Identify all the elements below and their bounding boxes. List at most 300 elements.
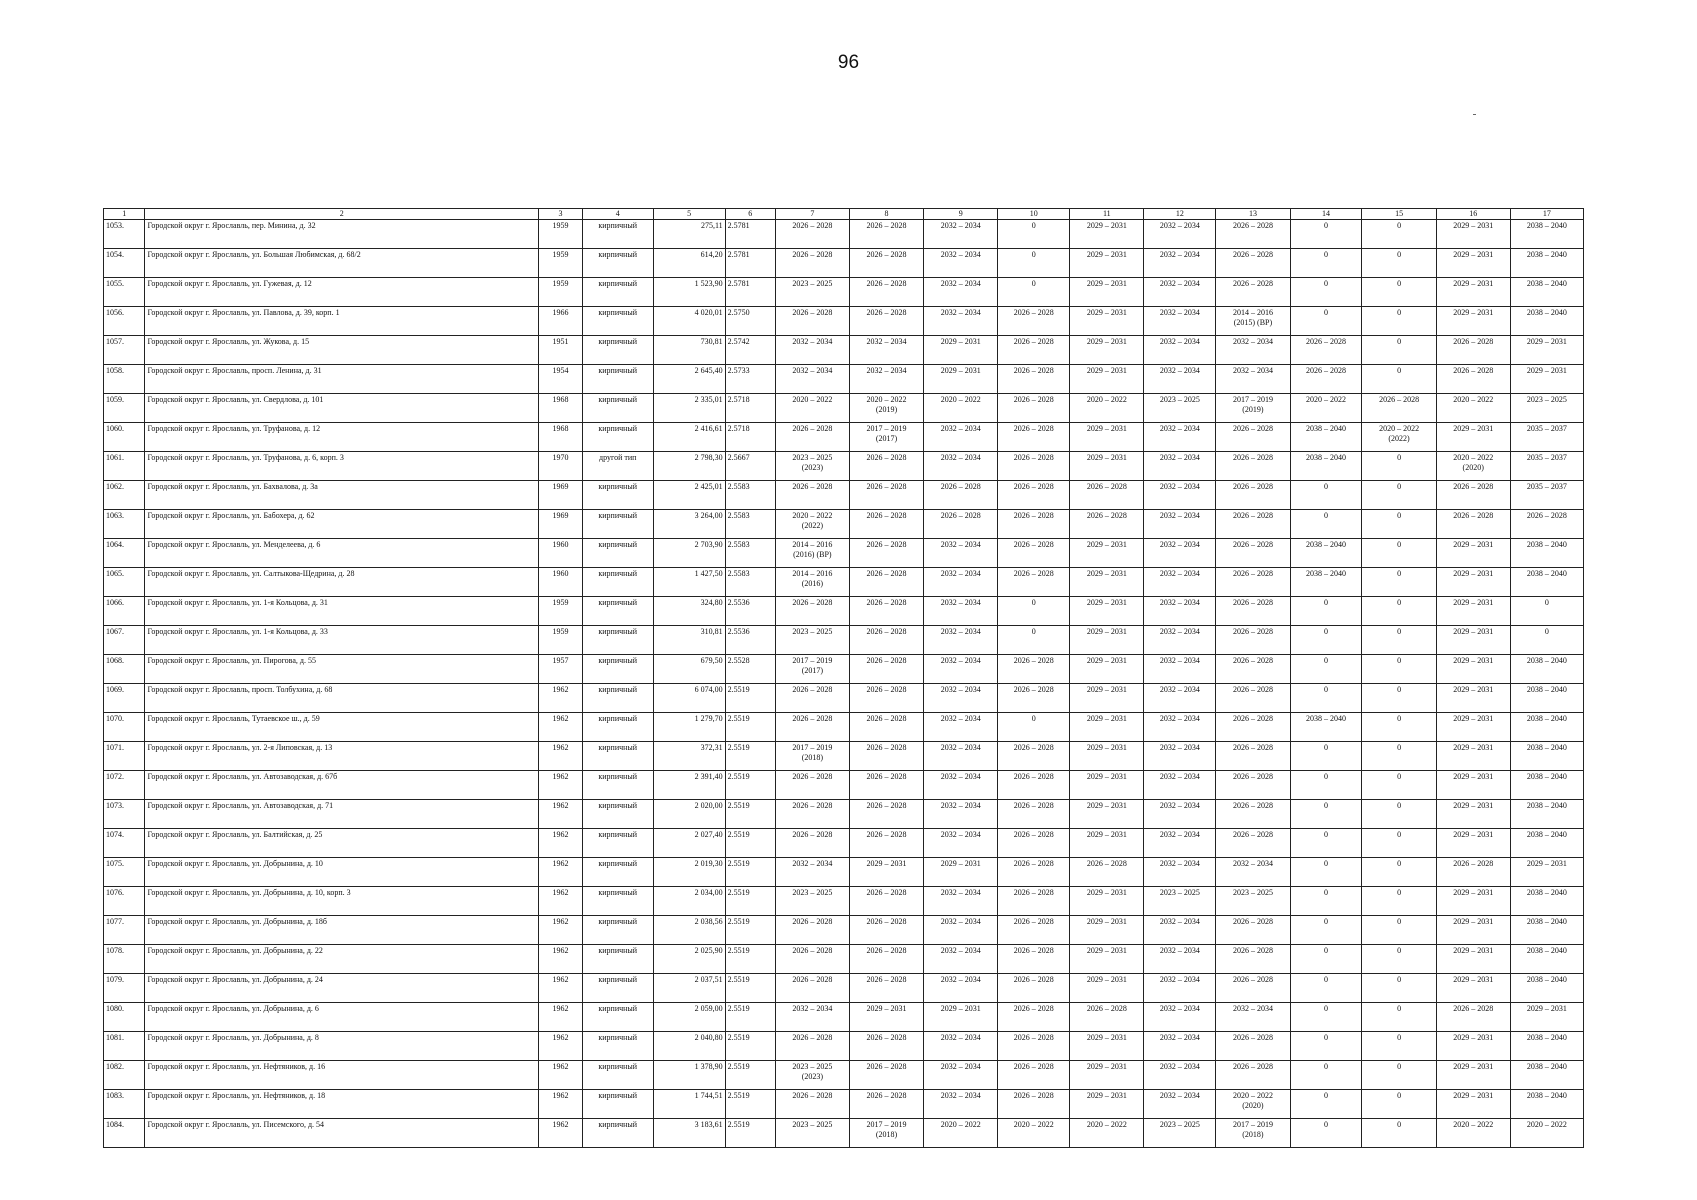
cell-value: Городской округ г. Ярославль, ул. Жукова, д. 15 [147, 337, 310, 346]
table-cell-col-16 [1436, 510, 1510, 539]
cell-value: 2026 – 2028 [866, 598, 907, 607]
cell-value: 2038 – 2040 [1526, 917, 1567, 926]
cell-value: 0 [1324, 743, 1328, 752]
table-cell-col-16 [1436, 278, 1510, 307]
cell-value: 2032 – 2034 [940, 656, 981, 665]
table-cell-col-16 [1436, 1119, 1510, 1148]
table-cell-col-3 [539, 829, 583, 858]
cell-value: 2026 – 2028 [866, 772, 907, 781]
cell-value: кирпичный [598, 540, 638, 549]
column-number-cell: 12 [1144, 209, 1216, 220]
cell-value: 2029 – 2031 [1086, 221, 1127, 230]
cell-value: 2.5519 [727, 714, 750, 723]
table-cell-col-13 [1216, 568, 1290, 597]
cell-value: 1083. [106, 1091, 124, 1100]
table-cell-col-2 [145, 829, 539, 858]
cell-value: 2032 – 2034 [940, 772, 981, 781]
table-cell-col-12 [1144, 1119, 1216, 1148]
cell-value: 2026 – 2028 [1013, 453, 1054, 462]
cell-value: 2038 – 2040 [1306, 424, 1346, 433]
table-cell-col-15 [1362, 539, 1436, 568]
table-row [104, 945, 1584, 974]
cell-value: 0 [1397, 656, 1402, 665]
cell-value: 0 [1397, 279, 1402, 288]
cell-value: 1962 [552, 1004, 569, 1013]
cell-value: 2026 – 2028 [940, 511, 981, 520]
cell-value: 2038 – 2040 [1526, 714, 1567, 723]
cell-value: 2.5583 [727, 540, 750, 549]
table-cell-col-15 [1362, 394, 1436, 423]
table-cell-col-8 [849, 742, 923, 771]
cell-value: 2 034,00 [694, 888, 723, 897]
table-cell-col-5 [653, 626, 725, 655]
cell-value: Городской округ г. Ярославль, Тутаевское ш., д. 59 [147, 714, 320, 723]
table-cell-col-7 [775, 481, 849, 510]
cell-value: 2020 – 2022 [1232, 1091, 1273, 1100]
cell-value: 2026 – 2028 [866, 975, 907, 984]
table-cell-col-10 [998, 1003, 1070, 1032]
cell-value: 2029 – 2031 [940, 366, 981, 375]
table-cell-col-7 [775, 568, 849, 597]
table-row [104, 220, 1584, 249]
cell-value: 1962 [552, 1091, 569, 1100]
cell-value: 2029 – 2031 [1453, 540, 1494, 549]
table-cell-col-1 [104, 510, 145, 539]
cell-value: 2026 – 2028 [1013, 743, 1054, 752]
table-cell-col-6 [725, 713, 775, 742]
table-cell-col-12 [1144, 829, 1216, 858]
table-cell-col-14 [1290, 945, 1362, 974]
cell-value: Городской округ г. Ярославль, ул. Бабохера, д. 62 [147, 511, 315, 520]
cell-value: 1968 [552, 424, 569, 433]
cell-value: 2020 – 2022 [866, 395, 907, 404]
cell-value: 1084. [106, 1120, 124, 1129]
cell-value: 1067. [106, 627, 124, 636]
cell-value: 0 [1324, 279, 1328, 288]
table-cell-col-6 [725, 1119, 775, 1148]
table-cell-col-10 [998, 307, 1070, 336]
table-cell-col-11 [1070, 742, 1144, 771]
cell-value: 2032 – 2034 [1159, 221, 1200, 230]
table-cell-col-5 [653, 800, 725, 829]
cell-value: 2032 – 2034 [940, 888, 981, 897]
table-cell-col-9 [924, 568, 998, 597]
table-cell-col-12 [1144, 626, 1216, 655]
table-cell-col-11 [1070, 945, 1144, 974]
table-row [104, 771, 1584, 800]
cell-value: 2029 – 2031 [1086, 656, 1127, 665]
cell-value: 2017 – 2019 [1232, 1120, 1273, 1129]
table-cell-col-9 [924, 539, 998, 568]
cell-value: 1061. [106, 453, 124, 462]
table-cell-col-15 [1362, 1032, 1436, 1061]
cell-value: 0 [1324, 656, 1328, 665]
table-cell-col-2 [145, 655, 539, 684]
cell-value: кирпичный [598, 859, 638, 868]
cell-value: 0 [1397, 1004, 1402, 1013]
cell-value: 2026 – 2028 [1013, 1033, 1054, 1042]
cell-value: 3 183,61 [694, 1120, 723, 1129]
cell-value: 2 798,30 [694, 453, 723, 462]
table-cell-col-15 [1362, 1090, 1436, 1119]
cell-value: 2026 – 2028 [1453, 859, 1494, 868]
table-cell-col-9 [924, 1003, 998, 1032]
cell-value: 0 [1031, 221, 1036, 230]
table-cell-col-7 [775, 452, 849, 481]
table-cell-col-2 [145, 452, 539, 481]
cell-value: 2038 – 2040 [1526, 250, 1567, 259]
table-row [104, 481, 1584, 510]
table-cell-col-10 [998, 394, 1070, 423]
table-cell-col-3 [539, 684, 583, 713]
cell-value: 2026 – 2028 [866, 1091, 907, 1100]
cell-value: кирпичный [598, 714, 638, 723]
cell-value: 1959 [552, 250, 569, 259]
cell-subvalue: (2017) [801, 666, 824, 675]
table-cell-col-10 [998, 539, 1070, 568]
cell-value: 2017 – 2019 [1232, 395, 1273, 404]
cell-value: 2014 – 2016 [1232, 308, 1273, 317]
cell-value: 0 [1397, 511, 1402, 520]
cell-value: 0 [1397, 714, 1402, 723]
cell-value: 2026 – 2028 [866, 801, 907, 810]
table-cell-col-12 [1144, 887, 1216, 916]
cell-value: 1 378,90 [694, 1062, 723, 1071]
table-cell-col-16 [1436, 220, 1510, 249]
table-cell-col-3 [539, 713, 583, 742]
cell-value: 2032 – 2034 [940, 830, 981, 839]
table-cell-col-11 [1070, 249, 1144, 278]
cell-value: 0 [1324, 1091, 1328, 1100]
cell-value: 2026 – 2028 [866, 656, 907, 665]
cell-value: 0 [1324, 511, 1328, 520]
table-row [104, 336, 1584, 365]
cell-value: 2029 – 2031 [1086, 250, 1127, 259]
cell-value: 2026 – 2028 [1013, 975, 1054, 984]
cell-value: 2017 – 2019 [866, 424, 907, 433]
cell-value: 2.5519 [727, 685, 750, 694]
table-cell-col-15 [1362, 858, 1436, 887]
table-cell-col-3 [539, 916, 583, 945]
table-cell-col-8 [849, 597, 923, 626]
column-number-cell: 15 [1362, 209, 1436, 220]
table-cell-col-10 [998, 452, 1070, 481]
cell-value: 2032 – 2034 [866, 337, 907, 346]
table-cell-col-6 [725, 539, 775, 568]
cell-value: 1 744,51 [694, 1091, 723, 1100]
table-cell-col-13 [1216, 655, 1290, 684]
cell-value: 2026 – 2028 [1013, 395, 1054, 404]
cell-value: 679,50 [700, 656, 723, 665]
cell-subvalue: (2022) [1388, 434, 1410, 443]
table-cell-col-5 [653, 713, 725, 742]
table-cell-col-1 [104, 1119, 145, 1148]
cell-value: 0 [1324, 1120, 1328, 1129]
cell-value: 1957 [552, 656, 569, 665]
cell-value: 1959 [552, 598, 569, 607]
table-cell-col-4 [582, 452, 653, 481]
table-cell-col-14 [1290, 829, 1362, 858]
table-cell-col-17 [1510, 220, 1583, 249]
cell-value: 2026 – 2028 [1232, 946, 1273, 955]
table-cell-col-2 [145, 394, 539, 423]
table-cell-col-17 [1510, 887, 1583, 916]
page-number: 96 [837, 52, 860, 73]
table-row [104, 655, 1584, 684]
cell-value: 2026 – 2028 [792, 975, 833, 984]
table-row [104, 365, 1584, 394]
table-cell-col-15 [1362, 278, 1436, 307]
table-cell-col-9 [924, 336, 998, 365]
table-cell-col-15 [1362, 916, 1436, 945]
table-cell-col-8 [849, 423, 923, 452]
cell-value: 2032 – 2034 [940, 946, 981, 955]
table-cell-col-7 [775, 220, 849, 249]
table-cell-col-5 [653, 1090, 725, 1119]
table-cell-col-7 [775, 829, 849, 858]
table-cell-col-14 [1290, 771, 1362, 800]
table-cell-col-6 [725, 568, 775, 597]
table-cell-col-1 [104, 1061, 145, 1090]
table-cell-col-9 [924, 597, 998, 626]
table-cell-col-11 [1070, 858, 1144, 887]
table-cell-col-6 [725, 858, 775, 887]
table-cell-col-10 [998, 1061, 1070, 1090]
table-cell-col-1 [104, 684, 145, 713]
cell-value: Городской округ г. Ярославль, ул. Балтийская, д. 25 [147, 830, 323, 839]
table-cell-col-16 [1436, 800, 1510, 829]
table-cell-col-8 [849, 1090, 923, 1119]
table-cell-col-3 [539, 1119, 583, 1148]
cell-value: 2023 – 2025 [792, 279, 833, 288]
table-cell-col-5 [653, 278, 725, 307]
cell-value: 0 [1397, 598, 1402, 607]
cell-subvalue: (2016) (ВР) [793, 550, 832, 559]
cell-value: 2026 – 2028 [866, 453, 907, 462]
cell-value: 2026 – 2028 [1453, 1004, 1494, 1013]
table-cell-col-17 [1510, 249, 1583, 278]
cell-value: 2026 – 2028 [1232, 482, 1273, 491]
cell-value: 2026 – 2028 [1013, 772, 1054, 781]
table-cell-col-7 [775, 887, 849, 916]
column-number-row [104, 209, 1584, 220]
cell-value: Городской округ г. Ярославль, ул. Автозаводская, д. 71 [147, 801, 334, 810]
cell-value: 2038 – 2040 [1526, 743, 1567, 752]
table-cell-col-4 [582, 1119, 653, 1148]
table-cell-col-14 [1290, 858, 1362, 887]
table-cell-col-15 [1362, 220, 1436, 249]
table-cell-col-10 [998, 220, 1070, 249]
table-cell-col-1 [104, 365, 145, 394]
table-cell-col-16 [1436, 539, 1510, 568]
cell-value: 2 425,01 [694, 482, 723, 491]
table-cell-col-1 [104, 800, 145, 829]
cell-value: 2029 – 2031 [1453, 569, 1494, 578]
cell-value: 1077. [106, 917, 124, 926]
cell-value: 0 [1397, 917, 1402, 926]
table-cell-col-11 [1070, 1032, 1144, 1061]
table-cell-col-15 [1362, 336, 1436, 365]
table-cell-col-10 [998, 713, 1070, 742]
table-cell-col-14 [1290, 307, 1362, 336]
table-cell-col-1 [104, 249, 145, 278]
table-cell-col-13 [1216, 452, 1290, 481]
cell-subvalue: (2018) [801, 753, 824, 762]
table-cell-col-13 [1216, 249, 1290, 278]
cell-value: 2032 – 2034 [1159, 337, 1200, 346]
table-cell-col-1 [104, 945, 145, 974]
cell-value: 1959 [552, 279, 569, 288]
table-cell-col-10 [998, 278, 1070, 307]
table-cell-col-13 [1216, 626, 1290, 655]
table-row [104, 887, 1584, 916]
table-cell-col-3 [539, 278, 583, 307]
cell-value: 2020 – 2022 [1379, 424, 1420, 433]
table-cell-col-13 [1216, 1032, 1290, 1061]
cell-value: 2029 – 2031 [1086, 888, 1127, 897]
cell-value: 1 427,50 [694, 569, 723, 578]
table-cell-col-16 [1436, 423, 1510, 452]
cell-value: 2026 – 2028 [1232, 830, 1273, 839]
cell-value: 2029 – 2031 [1453, 772, 1494, 781]
cell-value: другой тип [599, 453, 637, 462]
table-row [104, 249, 1584, 278]
cell-value: 2 020,00 [694, 801, 723, 810]
table-cell-col-12 [1144, 684, 1216, 713]
cell-value: Городской округ г. Ярославль, ул. Добрынина, д. 8 [147, 1033, 319, 1042]
table-cell-col-15 [1362, 800, 1436, 829]
table-cell-col-7 [775, 1119, 849, 1148]
cell-value: 0 [1324, 888, 1328, 897]
table-cell-col-11 [1070, 336, 1144, 365]
table-cell-col-3 [539, 249, 583, 278]
table-cell-col-14 [1290, 713, 1362, 742]
cell-value: 0 [1031, 714, 1036, 723]
table-cell-col-17 [1510, 423, 1583, 452]
cell-value: 2 645,40 [694, 366, 723, 375]
table-cell-col-3 [539, 423, 583, 452]
table-row [104, 597, 1584, 626]
cell-value: 2026 – 2028 [1306, 337, 1346, 346]
table-row [104, 1032, 1584, 1061]
cell-value: 2.5781 [727, 279, 750, 288]
table-cell-col-3 [539, 365, 583, 394]
cell-value: 2.5519 [727, 859, 750, 868]
cell-value: 2038 – 2040 [1526, 1091, 1567, 1100]
table-cell-col-14 [1290, 1003, 1362, 1032]
cell-value: 2029 – 2031 [1453, 801, 1494, 810]
table-cell-col-12 [1144, 394, 1216, 423]
cell-value: 2032 – 2034 [940, 975, 981, 984]
cell-value: 0 [1324, 1004, 1328, 1013]
cell-value: 310,81 [700, 627, 723, 636]
cell-value: 2029 – 2031 [1086, 337, 1127, 346]
table-cell-col-3 [539, 858, 583, 887]
table-cell-col-10 [998, 742, 1070, 771]
cell-value: 1959 [552, 221, 569, 230]
table-cell-col-17 [1510, 916, 1583, 945]
table-cell-col-2 [145, 713, 539, 742]
cell-value: 2038 – 2040 [1526, 569, 1567, 578]
cell-value: 372,31 [700, 743, 723, 752]
column-number-cell: 3 [539, 209, 583, 220]
table-cell-col-14 [1290, 336, 1362, 365]
cell-value: 0 [1031, 598, 1036, 607]
table-cell-col-2 [145, 1090, 539, 1119]
table-cell-col-5 [653, 945, 725, 974]
cell-value: 1063. [106, 511, 124, 520]
cell-value: 2032 – 2034 [940, 569, 981, 578]
cell-value: 2026 – 2028 [1013, 888, 1054, 897]
cell-value: 2029 – 2031 [1086, 627, 1127, 636]
cell-value: 0 [1324, 685, 1328, 694]
table-cell-col-15 [1362, 1061, 1436, 1090]
cell-value: 2029 – 2031 [1086, 946, 1127, 955]
table-cell-col-3 [539, 626, 583, 655]
table-cell-col-3 [539, 1003, 583, 1032]
table-cell-col-16 [1436, 1090, 1510, 1119]
table-cell-col-5 [653, 423, 725, 452]
cell-value: 0 [1397, 743, 1402, 752]
table-cell-col-6 [725, 365, 775, 394]
table-cell-col-15 [1362, 713, 1436, 742]
table-cell-col-10 [998, 1032, 1070, 1061]
cell-value: 0 [1544, 627, 1549, 636]
table-cell-col-1 [104, 220, 145, 249]
table-row [104, 394, 1584, 423]
table-cell-col-1 [104, 916, 145, 945]
table-cell-col-13 [1216, 481, 1290, 510]
cell-value: кирпичный [598, 975, 638, 984]
cell-value: 1954 [552, 366, 569, 375]
table-cell-col-16 [1436, 887, 1510, 916]
cell-value: 1056. [106, 308, 124, 317]
table-cell-col-13 [1216, 1003, 1290, 1032]
table-cell-col-14 [1290, 249, 1362, 278]
table-cell-col-1 [104, 742, 145, 771]
cell-value: 6 074,00 [694, 685, 723, 694]
cell-value: 0 [1397, 482, 1402, 491]
table-cell-col-2 [145, 539, 539, 568]
cell-value: 2.5667 [727, 453, 750, 462]
table-cell-col-15 [1362, 423, 1436, 452]
cell-value: 2032 – 2034 [940, 540, 981, 549]
table-cell-col-12 [1144, 974, 1216, 1003]
cell-value: 2026 – 2028 [1306, 366, 1346, 375]
cell-value: 2026 – 2028 [1379, 395, 1420, 404]
table-cell-col-16 [1436, 945, 1510, 974]
cell-value: 2032 – 2034 [940, 279, 981, 288]
cell-value: 614,20 [700, 250, 723, 259]
cell-value: 1960 [552, 540, 569, 549]
table-cell-col-10 [998, 249, 1070, 278]
cell-value: 1962 [552, 888, 569, 897]
table-cell-col-4 [582, 655, 653, 684]
cell-value: кирпичный [598, 511, 638, 520]
cell-value: 2026 – 2028 [1013, 859, 1054, 868]
cell-value: 2029 – 2031 [1453, 946, 1494, 955]
cell-value: 2026 – 2028 [792, 801, 833, 810]
cell-value: Городской округ г. Ярославль, просп. Толбухина, д. 68 [147, 685, 333, 694]
table-cell-col-6 [725, 452, 775, 481]
cell-subvalue: (2018) [875, 1130, 898, 1139]
table-cell-col-12 [1144, 1061, 1216, 1090]
table-cell-col-16 [1436, 742, 1510, 771]
cell-value: кирпичный [598, 743, 638, 752]
cell-value: 2029 – 2031 [1086, 366, 1127, 375]
cell-value: 0 [1324, 221, 1328, 230]
cell-value: 0 [1397, 685, 1402, 694]
